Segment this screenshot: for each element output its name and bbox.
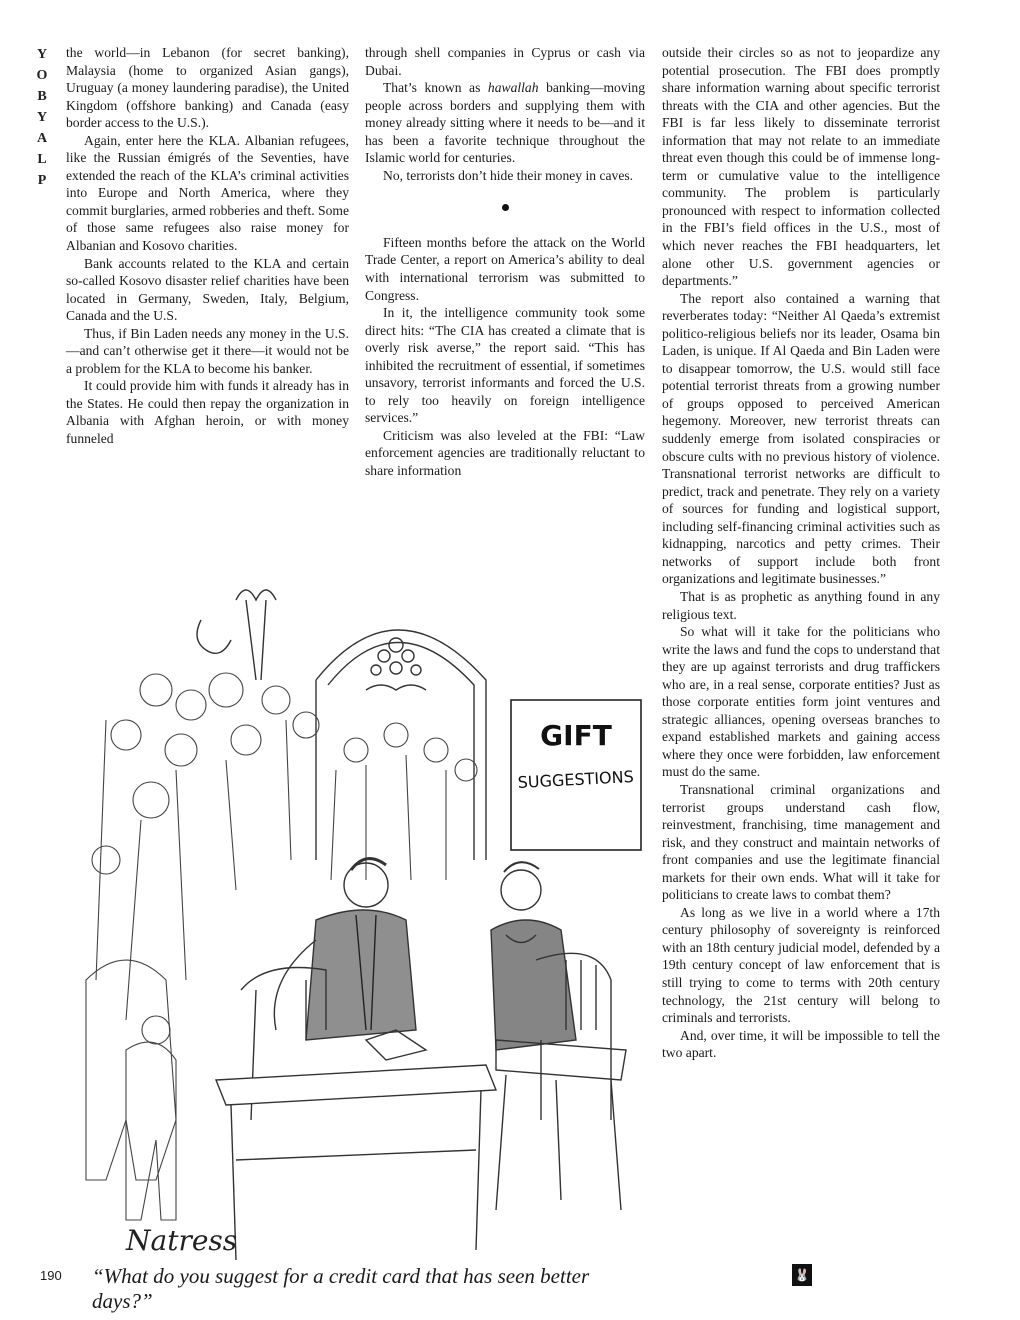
- text-column-3: [662, 44, 940, 1062]
- logo-letter: A: [36, 131, 48, 146]
- logo-letter: Y: [36, 47, 48, 62]
- logo-letter: L: [37, 152, 47, 167]
- emphasis-term: hawallah: [487, 80, 539, 96]
- paragraph: So what will it take for the politicians who write the laws and fund the cops to understand that they are up against terrorists and drug traffickers who are, in a real sense, corporate entities? Just as those corporate entities form joint ventures and strategic alliances, opening overseas branches to expand established markets and gaining access where they once were forbidden, law enforcement must do the same.: [662, 624, 940, 780]
- paragraph-text: banking—moving people across borders and supplying them with money already sitting where it needs to be—and it has been a favorite technique throughout the Islamic world for centuries.: [365, 80, 645, 166]
- text-column-1: [66, 44, 349, 448]
- paragraph: through shell companies in Cyprus or cash via Dubai.: [365, 45, 645, 78]
- paragraph: And, over time, it will be impossible to tell the two apart.: [662, 1027, 940, 1061]
- paragraph: As long as we live in a world where a 17th century philosophy of sovereignty is reinforced with an 18th century judicial model, defended by a 19th century concept of law enforcement that is still trying to come to terms with 20th century technology, the 21st century will belong to criminals and terrorists.: [662, 904, 940, 1026]
- text-column-2: [365, 44, 645, 480]
- paragraph: Transnational criminal organizations and terrorist groups understand cash flow, reinvestment, franchising, time management and risk, and they construct and maintain networks of front companies and use the legitimate financial markets for their own ends. What will it take for politicians to create laws to combat them?: [662, 781, 940, 903]
- section-break-bullet: [365, 198, 645, 216]
- paragraph-text: That’s known as: [383, 80, 488, 96]
- paragraph: Again, enter here the KLA. Albanian refugees, like the Russian émigrés of the Seventies, have extended the reach of the KLA’s criminal activities into Europe and North America, where they commit burglaries, armed robberies and theft. Some of those same refugees also raise money for Albanian and Kosovo charities.: [66, 132, 349, 254]
- paragraph: [365, 79, 645, 167]
- paragraph: Thus, if Bin Laden needs any money in the U.S.—and can’t otherwise get it there—it would not be a problem for the KLA to become his banker.: [66, 325, 349, 376]
- paragraph: outside their circles so as not to jeopardize any potential prosecution. The FBI does promptly share information warning about specific terrorist threats with the CIA and other agencies. But the FBI is far less likely to disseminate terrorist information that may not relate to an immediate threat even though this could be of immense long-term or cumulative value to the intelligence community. The problem is particularly pronounced with respect to information collected in the FBI’s field offices in the U.S., most of which never reaches the FBI headquarters, let alone other U.S. government agencies or departments.”: [662, 45, 940, 289]
- logo-letter: B: [37, 89, 47, 104]
- paragraph: Fifteen months before the attack on the World Trade Center, a report on America’s ability to deal with international terrorism was submitted to Congress.: [365, 234, 645, 303]
- paragraph: No, terrorists don’t hide their money in caves.: [383, 167, 634, 183]
- end-mark-icon: [792, 1264, 812, 1286]
- paragraph: In it, the intelligence community took some direct hits: “The CIA has created a climate that is overly risk averse,” the report said. “This has inhibited the recruitment of essential, if sometimes unsavory, terrorist informants and forced the U.S. to rely too heavily on foreign intelligence services.”: [365, 305, 645, 426]
- paragraph: It could provide him with funds it already has in the States. He could then repay the organization in Albania with Afghan heroin, or with money funneled: [66, 378, 349, 447]
- sign-line-1: GIFT: [540, 719, 612, 752]
- cartoon-drawing: [66, 560, 656, 1260]
- vertical-logo: [34, 44, 50, 191]
- page-number: 190: [40, 1268, 62, 1283]
- end-mark-glyph: 🐰: [794, 1268, 810, 1282]
- cartoonist-signature: Natress: [126, 1224, 238, 1257]
- logo-letter: P: [37, 173, 47, 188]
- paragraph: That is as prophetic as anything found in any religious text.: [662, 588, 940, 622]
- paragraph: the world—in Lebanon (for secret banking), Malaysia (home to organized Asian gangs), Uruguay (a money laundering paradise), the United Kingdom (offshore banking) and Canada (easy border access to the U.S.).: [66, 45, 349, 131]
- sign-line-2: SUGGESTIONS: [517, 766, 635, 793]
- paragraph: Bank accounts related to the KLA and certain so-called Kosovo disaster relief charities have been located in Germany, Sweden, Italy, Belgium, Canada and the U.S.: [66, 255, 349, 324]
- paragraph: Criticism was also leveled at the FBI: “Law enforcement agencies are traditionally reluctant to share information: [365, 427, 645, 479]
- cartoon-illustration: [66, 560, 656, 1260]
- logo-letter: O: [36, 68, 48, 83]
- paragraph: The report also contained a warning that reverberates today: “Neither Al Qaeda’s extremist politico-religious beliefs nor its leader, Osama bin Laden, is unique. If Al Qaeda and Bin Laden were to disappear tomorrow, the U.S. would still face potential terrorist threats from a growing number of groups opposed to perceived American hegemony. Moreover, new terrorist threats can suddenly emerge from isolated conspiracies or obscure cults with no previous history of violence. Transnational terrorist networks are difficult to predict, track and penetrate. They rely on a variety of sources for funding and logistical support, including self-financing criminal activities such as kidnapping, narcotics and petty crimes. Their networks of support include both front organizations and legitimate businesses.”: [662, 290, 940, 587]
- cartoon-caption: “What do you suggest for a credit card that has seen better days?”: [92, 1264, 590, 1313]
- logo-letter: Y: [36, 110, 48, 125]
